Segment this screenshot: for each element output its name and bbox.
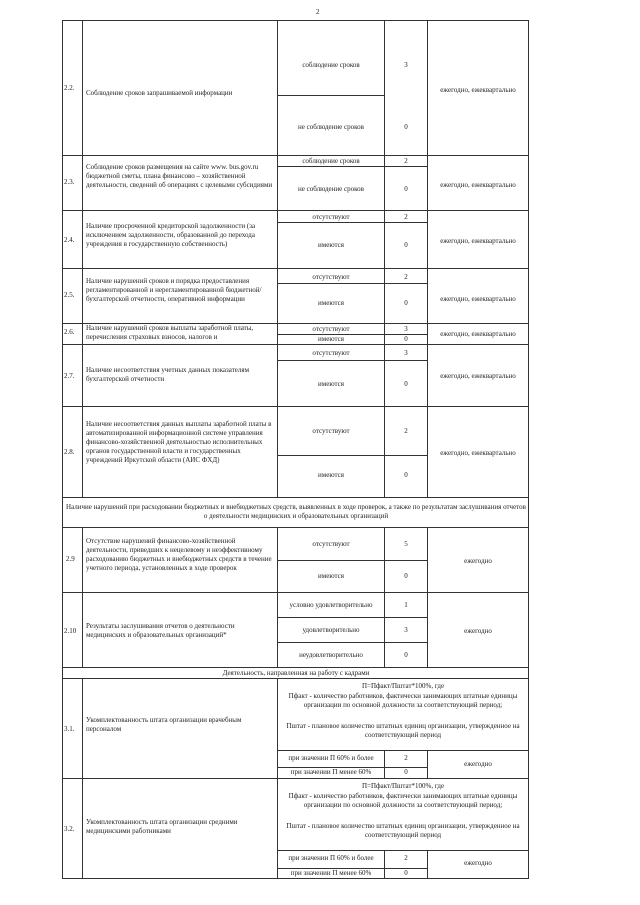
criterion-label: имеются [318,335,344,343]
criterion-label: имеются [318,572,344,580]
period: ежегодно [464,557,492,565]
table-border [277,617,428,618]
criterion-score: 2 [404,273,408,281]
table-border [277,360,428,361]
criterion-score: 3 [404,325,408,333]
criterion-label: отсутствуют [312,273,350,281]
criterion-label: соблюдение сроков [302,61,360,69]
criterion-label: при значении П 60% и более [288,754,374,762]
criterion-label: неудовлетворительно [299,651,363,659]
criterion-label: имеются [318,471,344,479]
table-border [277,283,428,284]
table-border [528,527,529,667]
criterion-label: отсутствуют [312,427,350,435]
table-border [82,20,83,497]
criterion-label: имеются [318,241,344,249]
criterion-label: удовлетворительно [302,626,360,634]
row-number: 2.3. [64,178,75,186]
table-border [277,95,385,96]
table-border [384,20,385,497]
criterion-label: при значении П менее 60% [290,869,372,877]
table-border [62,667,529,668]
criterion-score: 2 [404,754,408,762]
table-border [62,344,529,345]
criterion-score: 5 [404,540,408,548]
period: ежегодно, ежеквартально [440,237,516,245]
row-number: 2.4. [64,236,75,244]
indicator-name: Наличие несоответствия учетных данных показателям бухгалтерской отчетности [86,366,250,383]
period: ежегодно, ежеквартально [440,181,516,189]
criterion-label: при значении П 60% и более [288,854,374,862]
table-border [62,210,529,211]
table-border [277,560,428,561]
table-border [528,497,529,528]
period: ежегодно, ежеквартально [440,449,516,457]
formula: П=Пфакт/Пштат*100%, где [361,682,445,690]
formula: П=Пфакт/Пштат*100%, где [361,782,445,790]
table-border [62,155,529,156]
formula-description: Пштат - плановое количество штатных единиц организации, утвержденное на соответствующий период [286,722,520,739]
table-border [62,592,529,593]
indicator-name: Укомплектованность штата организации врачебным персоналом [86,716,242,733]
criterion-score: 0 [404,123,408,131]
table-border [528,20,529,497]
criterion-score: 1 [404,601,408,609]
indicator-name: Наличие нарушений сроков и порядка предоставления регламентированной и нерегламентированной бюджетной/бухгалтерской отчетности, оперативной информации [86,277,262,303]
criterion-score: 2 [404,427,408,435]
table-border [277,166,428,167]
table-border [427,527,428,667]
criterion-label: условно удовлетворительно [289,601,373,609]
criterion-score: 2 [404,854,408,862]
criterion-label: отсутствуют [312,213,350,221]
criterion-label: отсутствуют [312,325,350,333]
table-border [62,20,529,21]
table-border [277,222,428,223]
criterion-label: не соблюдение сроков [298,123,364,131]
criterion-score: 0 [404,380,408,388]
criterion-score: 0 [404,572,408,580]
indicator-name: Наличие просроченной кредиторской задолженности (за исключением задолженности, образованной до перехода учреждения в государственную собственность) [86,222,256,248]
criterion-score: 0 [404,869,408,877]
table-border [82,527,83,667]
table-border [62,268,529,269]
criterion-score: 0 [404,768,408,776]
table-border [62,406,529,407]
formula-description: Пфакт - количество работников, фактически занимающих штатные единицы организации по основной должности за соответствующий период; [288,792,518,809]
table-border [62,497,529,498]
row-number: 3.1. [64,725,75,733]
criterion-score: 0 [404,651,408,659]
table-border [62,527,63,667]
criterion-label: отсутствуют [312,540,350,548]
criterion-label: имеются [318,299,344,307]
indicator-name: Соблюдение сроков запрашиваемой информации [86,89,233,97]
criterion-score: 2 [404,157,408,165]
criterion-label: имеются [318,380,344,388]
indicator-name: Наличие несоответствия данных выплаты заработной платы в автоматизированной информационной системе управления финансово-хозяйственной деятельностью исполнительных органов государственной власти и государственных учреждений Иркутской области (АИС ФХД) [86,420,272,464]
indicator-name: Соблюдение сроков размещения на сайте www. bus.gov.ru бюджетной сметы, плана финансово – хозяйственной деятельности, сведений об операциях с целевыми субсидиями [86,163,273,189]
period: ежегодно, ежеквартально [440,86,516,94]
table-border [277,20,278,497]
section-header: Деятельность, направленная на работу с кадрами [222,669,370,677]
criterion-label: при значении П менее 60% [290,768,372,776]
table-border [62,678,529,679]
table-border [62,497,63,528]
criterion-score: 0 [404,185,408,193]
formula-description: Пфакт - количество работников, фактически занимающих штатные единицы организации по основной должности за соответствующий период; [288,692,518,709]
section-header: Наличие нарушений при расходовании бюджетных и внебюджетных средств, выявленных в ходе проверок, а также по результатам заслушивания отчетов о деятельности медицинских и образовательных организаций [66,503,526,520]
criterion-score: 0 [404,241,408,249]
criterion-score: 0 [404,299,408,307]
table-border [62,527,529,528]
row-number: 2.8. [64,448,75,456]
criterion-score: 3 [404,61,408,69]
period: ежегодно, ежеквартально [440,372,516,380]
criterion-label: не соблюдение сроков [298,185,364,193]
period: ежегодно [464,627,492,635]
row-number: 2.6. [64,328,75,336]
criterion-label: отсутствуют [312,349,350,357]
formula-description: Пштат - плановое количество штатных единиц организации, утвержденное на соответствующий период [286,822,520,839]
table-border [277,750,529,751]
period: ежегодно [464,859,492,867]
table-border [277,642,428,643]
row-number: 2.2. [64,84,75,92]
row-number: 2.10 [64,627,77,635]
criterion-score: 0 [404,335,408,343]
criterion-score: 2 [404,213,408,221]
period: ежегодно, ежеквартально [440,330,516,338]
table-border [62,20,63,497]
table-border [277,455,428,456]
indicator-name: Наличие нарушений сроков выплаты заработной платы, перечисления страховых взносов, налогов и [86,324,254,341]
row-number: 2.5. [64,291,75,299]
period: ежегодно, ежеквартально [440,295,516,303]
indicator-name: Результаты заслушивания отчетов о деятельности медицинских и образовательных организаций* [86,622,235,639]
row-number: 2.9 [66,555,75,563]
criterion-score: 3 [404,349,408,357]
table-border [277,850,529,851]
period: ежегодно [464,760,492,768]
criterion-label: соблюдение сроков [302,157,360,165]
table-border [62,878,529,879]
row-number: 3.2. [64,825,75,833]
criterion-score: 0 [404,471,408,479]
indicator-name: Отсутствие нарушений финансово-хозяйственной деятельности, приведших к нецелевому и неэффективному расходованию бюджетных и внебюджетных средств в течение учетного периода, установленных в ходе проверок [86,537,272,572]
criterion-score: 3 [404,626,408,634]
table-border [62,778,529,779]
page-number: 2 [316,8,320,16]
indicator-name: Укомплектованность штата организации средними медицинскими работниками [86,818,238,835]
row-number: 2.7. [64,372,75,380]
